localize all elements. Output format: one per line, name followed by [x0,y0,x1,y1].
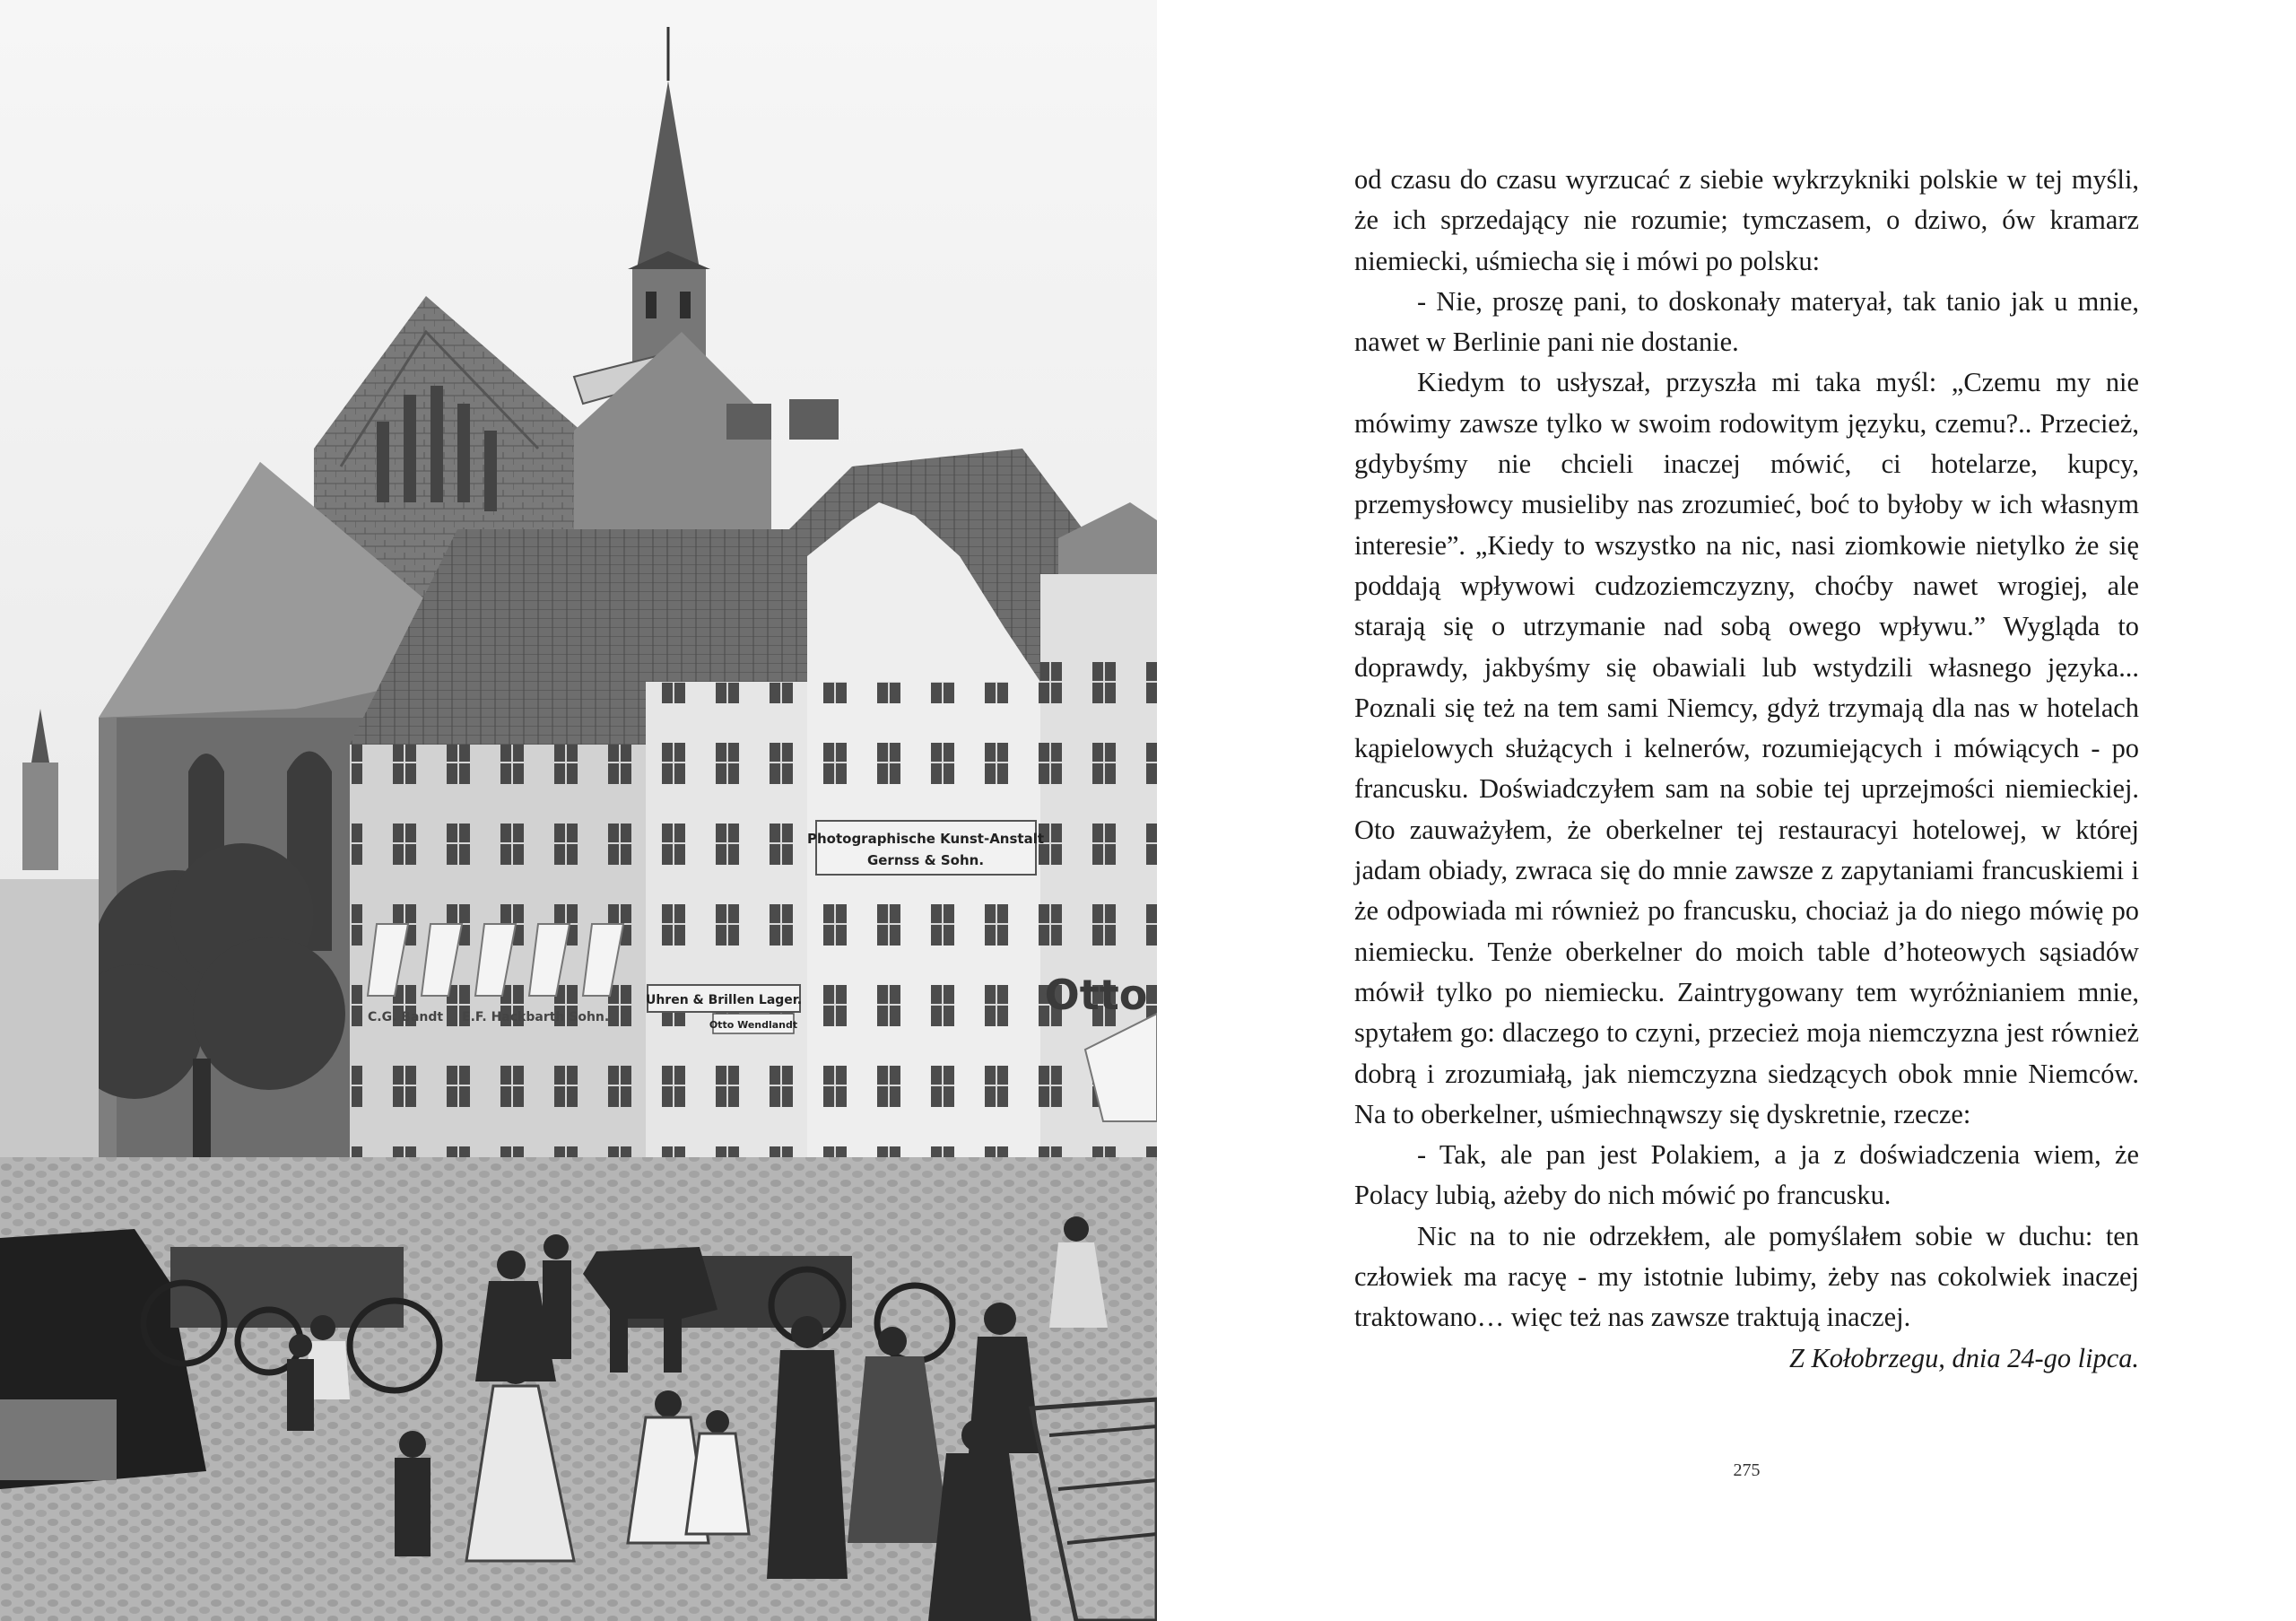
page-number: 275 [1733,1460,1761,1480]
otto-wendlandt-sign: Otto Wendlandt [709,1019,798,1031]
text-page [1157,0,2296,1621]
otto-sign: Otto [1044,971,1148,1019]
paragraph: - Tak, ale pan jest Polakiem, a ja z doświadczenia wiem, że Polacy lubią, ażeby do nich mówić po francusku. [1354,1139,2139,1211]
studio-owner-sign: Gernss & Sohn. [866,852,985,868]
firm-left-sign-2: E.F. Hackbarth Sohn. [462,1010,610,1024]
firm-left-sign: C.G. Bandt [368,1010,444,1024]
studio-sign: Photographische Kunst-Anstalt [806,831,1045,847]
body-text [1354,160,2139,1379]
paragraph: od czasu do czasu wyrzucać z siebie wykrzykniki polskie w tej myśli, że ich sprzedający nie rozumie; tymczasem, o dziwo, ów kramarz niemiecki, uśmiecha się i mówi po polsku: [1354,164,2139,276]
paragraph: - Nie, proszę pani, to doskonały materyał, tak tanio jak u mnie, nawet w Berlinie pani nie dostanie. [1354,285,2139,358]
paragraph: Nic na to nie odrzekłem, ale pomyślałem sobie w duchu: ten człowiek ma racyę - my istotnie lubimy, żeby nas cokolwiek inaczej traktowano… więc też nas zawsze traktują inaczej. [1354,1220,2139,1333]
watches-sign: Uhren & Brillen Lager. [645,993,803,1007]
left-building [0,879,99,1166]
paragraph: Kiedym to usłyszał, przyszła mi taka myśl: „Czemu my nie mówimy zawsze tylko w swoim rodowitym języku, czemu?.. Przecież, gdybyśmy nie chcieli inaczej mówić, ci hotelarze, kupcy, przemysłowcy musieliby nas zrozumieć, boć to byłoby w ich własnym interesie”. „Kiedy to wszystko na nic, nasi ziomkowie nietylko że się poddają wpływowi cudzoziemczyzny, choćby nawet wrogiej, ale starają się o utrzymanie nad sobą owego wpływu.” Wygląda to doprawdy, jakbyśmy się obawiali lub wstydzili własnego języka... Poznali się też na tem sami Niemcy, gdyż trzymają dla nas w hotelach kąpielowych służących i kelnerów, rozumiejących i mówiących - po francusku. Doświadczyłem sam na sobie tej uprzejmości niemieckiej. Oto zauważyłem, że oberkelner tej restauracyi hotelowej, w której jadam obiady, zwraca się do mnie zawsze z zapytaniami francuskiemi i że odpowiada mi również po francusku, chociaż ja do niego mówię po niemiecku. Tenże oberkelner do moich table d’hoteowych sąsiadów mówił tylko po niemiecku. Zaintrygowany tem wyróżnianiem mnie, spytałem go: dlaczego to czyni, przecież moja niemczyzna jest również dobrą i zrozumiałą, jak niemczyzna siedzących obok mnie Niemców. Na to oberkelner, uśmiechnąwszy się dyskretnie, rzecze: [1354,367,2139,1129]
signoff: Z Kołobrzegu, dnia 24-go lipca. [1788,1342,2139,1373]
